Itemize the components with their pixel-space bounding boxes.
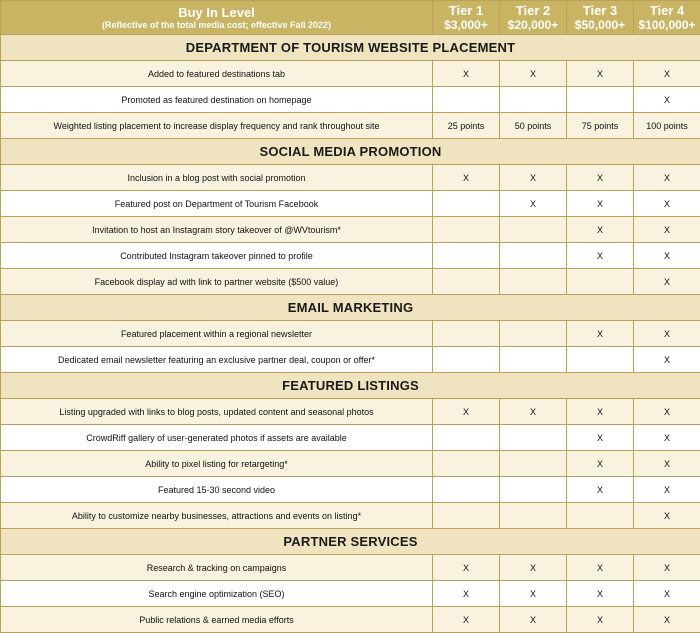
tier-2-cell [500,425,567,451]
tier-name: Tier 4 [634,4,700,18]
tier-4-cell: X [634,269,700,295]
tier-price: $50,000+ [567,18,633,32]
tier-3-cell: X [567,477,634,503]
tier-1-cell [433,347,500,373]
section-header-row [1,35,700,61]
tier-3-cell: 75 points [567,113,634,139]
table-row [1,477,700,503]
feature-label: Research & tracking on campaigns [1,555,433,581]
feature-label: Facebook display ad with link to partner website ($500 value) [1,269,433,295]
feature-label: Public relations & earned media efforts [1,607,433,633]
tier-1-cell: 25 points [433,113,500,139]
feature-label: Search engine optimization (SEO) [1,581,433,607]
tier-2-cell [500,451,567,477]
tier-4-cell: 100 points [634,113,700,139]
tier-price: $3,000+ [433,18,499,32]
tier-4-cell: X [634,399,700,425]
tier-3-cell: X [567,243,634,269]
header-title-cell [1,1,433,35]
section-title: DEPARTMENT OF TOURISM WEBSITE PLACEMENT [1,35,700,61]
tier-3-cell: X [567,607,634,633]
table-header-row [1,1,700,35]
tier-1-cell [433,269,500,295]
tier-4-cell: X [634,347,700,373]
table-subtitle: (Reflective of the total media cost; effective Fall 2022) [1,20,432,31]
feature-label: Featured 15-30 second video [1,477,433,503]
tier-3-cell [567,503,634,529]
table-row [1,347,700,373]
section-title: FEATURED LISTINGS [1,373,700,399]
tier-3-cell: X [567,165,634,191]
tier-2-cell: X [500,399,567,425]
feature-label: Weighted listing placement to increase display frequency and rank throughout site [1,113,433,139]
tier-3-cell: X [567,61,634,87]
feature-label: Added to featured destinations tab [1,61,433,87]
section-title: SOCIAL MEDIA PROMOTION [1,139,700,165]
tier-4-cell: X [634,425,700,451]
section-header-row [1,139,700,165]
tier-3-cell: X [567,321,634,347]
tier-1-cell: X [433,399,500,425]
feature-label: Featured placement within a regional newsletter [1,321,433,347]
feature-label: Ability to pixel listing for retargeting* [1,451,433,477]
feature-label: Featured post on Department of Tourism Facebook [1,191,433,217]
tier-3-cell [567,87,634,113]
tier-4-cell: X [634,451,700,477]
tier-1-cell [433,87,500,113]
table-row [1,607,700,633]
tier-4-cell: X [634,477,700,503]
table-row [1,191,700,217]
tier-3-cell [567,347,634,373]
table-row [1,269,700,295]
table-body [1,35,700,633]
tier-4-cell: X [634,555,700,581]
table-row [1,217,700,243]
tier-name: Tier 1 [433,4,499,18]
table-row [1,165,700,191]
table-row [1,61,700,87]
tier-1-cell: X [433,165,500,191]
tier-4-cell: X [634,87,700,113]
tier-1-cell [433,425,500,451]
tier-name: Tier 3 [567,4,633,18]
tier-header-4 [634,1,700,35]
tier-1-cell [433,451,500,477]
tier-2-cell: X [500,607,567,633]
tier-header-1 [433,1,500,35]
tier-4-cell: X [634,61,700,87]
tier-2-cell [500,503,567,529]
tier-2-cell: X [500,581,567,607]
tier-3-cell: X [567,425,634,451]
tier-3-cell: X [567,555,634,581]
feature-label: Dedicated email newsletter featuring an exclusive partner deal, coupon or offer* [1,347,433,373]
tier-2-cell [500,87,567,113]
tier-2-cell [500,269,567,295]
feature-label: Inclusion in a blog post with social promotion [1,165,433,191]
tier-4-cell: X [634,243,700,269]
feature-label: Contributed Instagram takeover pinned to profile [1,243,433,269]
tier-price: $100,000+ [634,18,700,32]
table-row [1,555,700,581]
tier-4-cell: X [634,217,700,243]
tier-2-cell [500,321,567,347]
tier-3-cell: X [567,191,634,217]
tier-2-cell [500,477,567,503]
table-row [1,321,700,347]
tier-2-cell [500,243,567,269]
table-row [1,581,700,607]
table-row [1,243,700,269]
tier-3-cell: X [567,217,634,243]
tier-header-2 [500,1,567,35]
tier-3-cell: X [567,399,634,425]
tier-2-cell [500,217,567,243]
tier-2-cell: X [500,61,567,87]
section-header-row [1,529,700,555]
feature-label: Ability to customize nearby businesses, attractions and events on listing* [1,503,433,529]
tier-name: Tier 2 [500,4,566,18]
table-row [1,87,700,113]
tier-4-cell: X [634,191,700,217]
feature-label: Listing upgraded with links to blog posts, updated content and seasonal photos [1,399,433,425]
tier-2-cell: 50 points [500,113,567,139]
section-header-row [1,373,700,399]
tier-price: $20,000+ [500,18,566,32]
table-row [1,503,700,529]
tier-header-3 [567,1,634,35]
tier-1-cell [433,217,500,243]
section-title: EMAIL MARKETING [1,295,700,321]
tier-1-cell: X [433,555,500,581]
tier-3-cell: X [567,581,634,607]
tier-2-cell [500,347,567,373]
tier-1-cell: X [433,581,500,607]
section-title: PARTNER SERVICES [1,529,700,555]
tier-2-cell: X [500,555,567,581]
tier-4-cell: X [634,503,700,529]
tier-3-cell: X [567,451,634,477]
feature-label: CrowdRiff gallery of user-generated photos if assets are available [1,425,433,451]
tier-4-cell: X [634,321,700,347]
tier-2-cell: X [500,191,567,217]
tier-4-cell: X [634,607,700,633]
feature-label: Invitation to host an Instagram story takeover of @WVtourism* [1,217,433,243]
table-row [1,113,700,139]
table-row [1,425,700,451]
tier-4-cell: X [634,581,700,607]
tier-1-cell [433,191,500,217]
tier-2-cell: X [500,165,567,191]
table-row [1,399,700,425]
tier-1-cell [433,503,500,529]
tier-3-cell [567,269,634,295]
tier-4-cell: X [634,165,700,191]
tier-1-cell: X [433,61,500,87]
tier-1-cell [433,243,500,269]
feature-label: Promoted as featured destination on homepage [1,87,433,113]
tier-1-cell: X [433,607,500,633]
table-row [1,451,700,477]
tier-1-cell [433,477,500,503]
tier-1-cell [433,321,500,347]
table-title: Buy In Level [1,5,432,20]
section-header-row [1,295,700,321]
